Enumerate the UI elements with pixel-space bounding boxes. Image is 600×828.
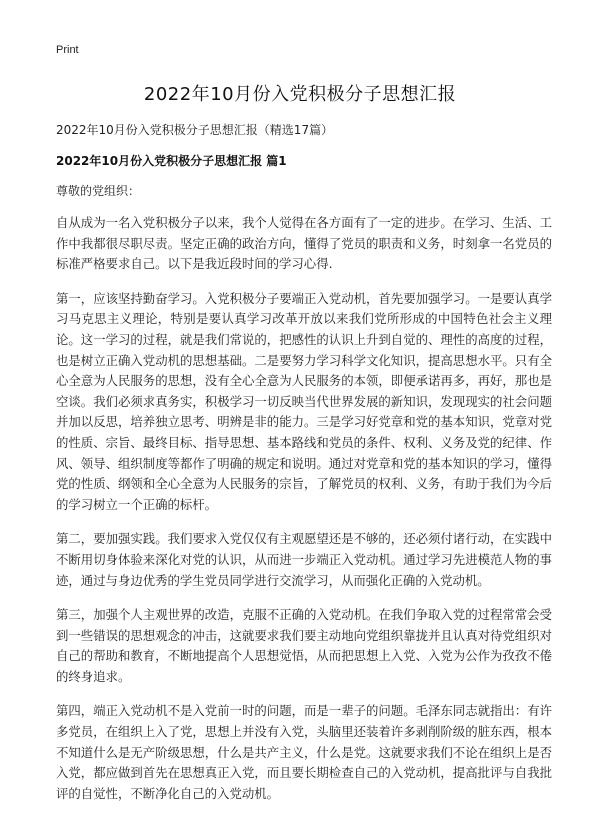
report-body <box>56 213 552 818</box>
paragraph-first-point: 第一，应该坚持勤奋学习。入党积极分子要端正入党动机，首先要加强学习。一是要认真学习马克思主义理论，特别是要认真学习改革开放以来我们党所形成的中国特色社会主义理论。这一学习的过程，就是我们常说的，把感性的认识上升到自觉的、理性的高度的过程，也是树立正确入党动机的思想基础。二是要努力学习科学文化知识，提高思想水平。只有全心全意为人民服务的思想，没有全心全意为人民服务的本领，即便承诺再多，再好，那也是空谈。我们必须求真务实，积极学习一切反映当代世界发展的新知识，发现现实的社会问题并加以反思，培养独立思考、明辨是非的能力。三是学习好党章和党的基本知识，党章对党的性质、宗旨、最终目标、指导思想、基本路线和党员的条件、权利、义务及党的纪律、作风、领导、组织制度等都作了明确的规定和说明。通过对党章和党的基本知识的学习，懂得党的性质、纲领和全心全意为人民服务的宗旨，了解党员的权利、义务，有助于我们为今后的学习树立一个正确的标杆。 <box>56 290 552 512</box>
salutation: 尊敬的党组织： <box>56 184 141 198</box>
document-subtitle: 2022年10月份入党积极分子思想汇报（精选17篇） <box>56 123 334 137</box>
paragraph-fourth-point: 第四，端正入党动机不是入党前一时的问题，而是一辈子的问题。毛泽东同志就指出：有许多党员，在组织上入了党，思想上并没有入党，头脑里还装着许多剥削阶级的脏东西，根本不知道什么是无产阶级思想，什么是共产主义，什么是党。这就要求我们不论在组织上是否入党，都应做到首先在思想真正入党，而且要长期检查自己的入党动机，提高批评与自我批评的自觉性，不断净化自己的入党动机。 <box>56 703 552 801</box>
paragraph-intro: 自从成为一名入党积极分子以来，我个人觉得在各方面有了一定的进步。在学习、生活、工作中我都很尽职尽责。坚定正确的政治方向，懂得了党员的职责和义务，时刻拿一名党员的标准严格要求自己。以下是我近段时间的学习心得. <box>56 215 552 272</box>
section-heading: 2022年10月份入党积极分子思想汇报 篇1 <box>56 154 287 168</box>
paragraph-third-point: 第三，加强个人主观世界的改造，克服不正确的入党动机。在我们争取入党的过程常常会受到一些错误的思想观念的冲击，这就要求我们要主动地向党组织靠拢并且认真对待党组织对自己的帮助和教育，不断地提高个人思想觉悟，从而把思想上入党、入党为公作为孜孜不倦的终身追求。 <box>56 607 552 684</box>
document-title: 2022年10月份入党积极分子思想汇报 <box>143 84 457 105</box>
paragraph-second-point: 第二，要加强实践。我们要求入党仅仅有主观愿望还是不够的，还必须付诸行动，在实践中不断用切身体验来深化对党的认识，从而进一步端正入党动机。通过学习先进模范人物的事迹，通过与身边优秀的学生党员同学进行交流学习，从而强化正确的入党动机。 <box>56 531 552 588</box>
print-label: Print <box>56 44 79 56</box>
